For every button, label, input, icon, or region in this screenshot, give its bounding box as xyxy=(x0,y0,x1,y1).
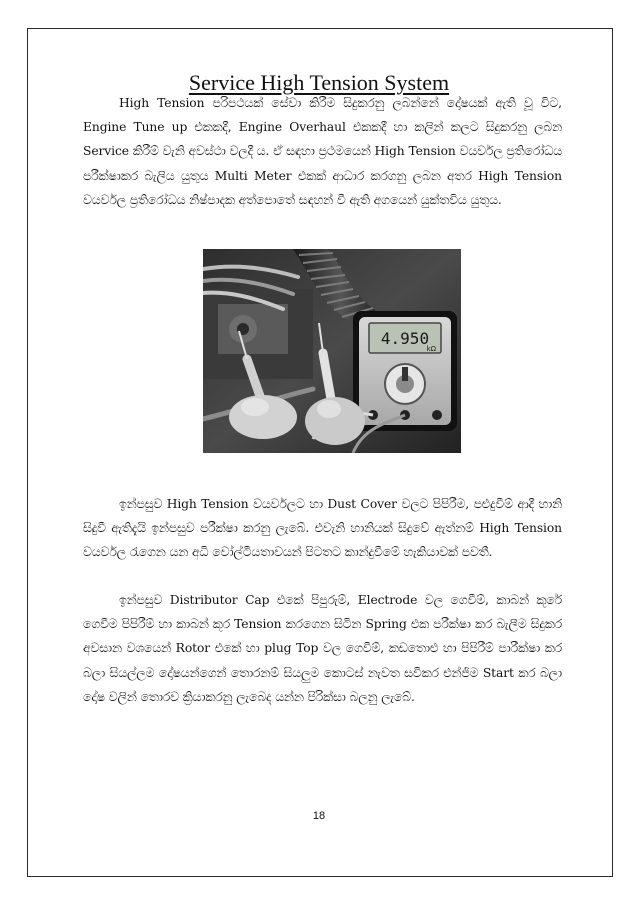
page-number: 18 xyxy=(312,810,326,822)
multimeter-photo xyxy=(203,249,461,453)
paragraph-wire-damage: ඉන්පසුව High Tension වයර්වලට හා Dust Cover වලට පිපිරීම, පළුදුවීම් ආදී හානි සිදුවී ඇතිදැයි ඉන්පසුව පරීක්ෂා කරනු ලැබේ. එවැනි හානියක් සිදුවේ ඇත්නම් High Tension වයර්වල රැගෙන යන අධි වෝල්ටීයතාවයන් පිටතට කාන්දුවීමේ හැකියාවක් පවතී. xyxy=(83,497,562,560)
page-title: Service High Tension System xyxy=(188,70,450,95)
paragraph-intro: High Tension පරිපථයක් සේවා කිරීම සිදුකරනු ලබන්නේ දෝෂයක් ඇති වූ විට, Engine Tune up එකකදී, Engine Overhaul එකකදී හා කලින් කලට සිදුකරනු ලබන Service කිරීම් වැනි අවස්ථා වලදී ය. ඒ සඳහා ප්‍රථමයෙන් High Tension වයර්වල ප්‍රතිරෝධය පරීක්ෂාකර බැලිය යුතුය Multi Meter එකක් ආධාර කරගනු ලබන අතර High Tension වයර්වල ප්‍රතිරෝධය නිෂ්පාදක අත්පොතේ සඳහන් වී ඇති අගයෙන් යුක්තවිය යුතුය. xyxy=(83,96,562,207)
paragraph-distributor: ඉන්පසුව Distributor Cap එකේ පිපුරුම්, Electrode වල ගෙවීම්, කාබන් කූරේ ගෙවීම පිපිරීම් හා කාබන් කූර Tension කරගෙන සිටින Spring එක පරීක්ෂා කර බැලීම සිදුකර අවසාන වශයෙන් Rotor එකේ හා plug Top වල ගෙවීම්, කඩතොළු හා පිපිරීම් පාරීක්ෂා කර බලා සියල්ලම දෝෂයන්ගෙන් තොරනම් සියලුම කොටස් නැවත සවිකර එන්ජිම Start කර බලා දෝෂ වලින් තොරව ක්‍රියාකරනු ලැබෙද යන්න පිරික්සා බලනු ලැබේ. xyxy=(83,593,562,704)
meter-reading: 4.950 xyxy=(380,329,430,348)
meter-unit: kΩ xyxy=(426,345,436,353)
